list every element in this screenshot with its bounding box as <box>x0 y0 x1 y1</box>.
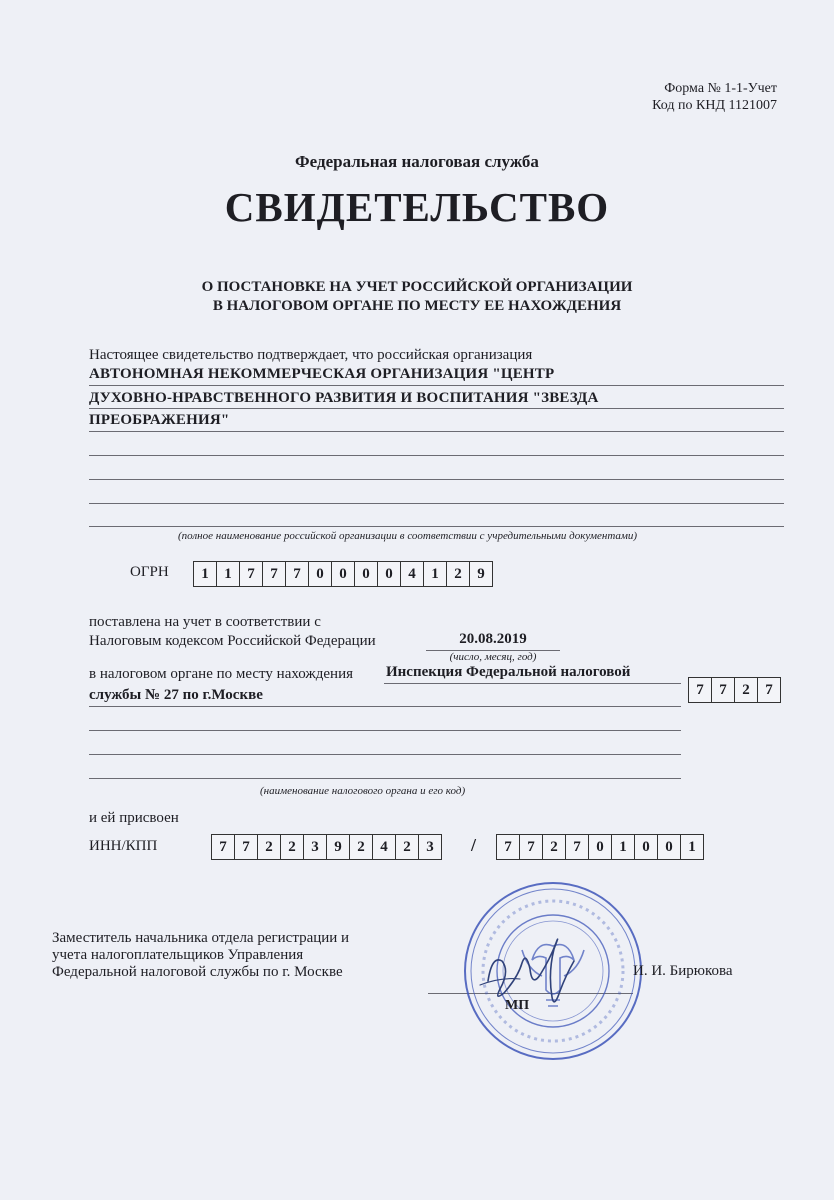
ogrn-label: ОГРН <box>130 564 169 580</box>
ogrn-digit: 0 <box>377 562 400 586</box>
registration-line-1: поставлена на учет в соответствии с <box>89 614 321 630</box>
inn-digit: 2 <box>280 835 303 859</box>
ogrn-digit: 7 <box>239 562 262 586</box>
form-header <box>652 80 777 114</box>
ogrn-digit: 7 <box>262 562 285 586</box>
signatory-title <box>52 930 349 981</box>
org-underline-5 <box>89 479 784 480</box>
signatory-title-line-3: Федеральной налоговой службы по г. Москве <box>52 964 343 980</box>
inn-digit: 9 <box>326 835 349 859</box>
tax-code-digit: 2 <box>734 678 757 702</box>
tax-code-digit: 7 <box>711 678 734 702</box>
inn-digit: 4 <box>372 835 395 859</box>
tax-authority-name-2: службы № 27 по г.Москве <box>89 687 263 703</box>
ogrn-digit: 4 <box>400 562 423 586</box>
tax-code-digit: 7 <box>757 678 780 702</box>
org-name-line-2: ДУХОВНО-НРАВСТВЕННОГО РАЗВИТИЯ И ВОСПИТАНИЯ "ЗВЕЗДА <box>89 390 599 406</box>
org-underline-2 <box>89 408 784 409</box>
document-title: СВИДЕТЕЛЬСТВО <box>224 184 610 230</box>
ogrn-digit: 0 <box>354 562 377 586</box>
ogrn-digit: 1 <box>201 566 209 582</box>
tax-authority-underline-2 <box>89 706 681 707</box>
org-name-caption: (полное наименование российской организации в соответствии с учредительными документами) <box>178 530 638 542</box>
ogrn-digit: 2 <box>446 562 469 586</box>
knd-code: Код по КНД 1121007 <box>652 98 777 113</box>
inn-digit: 2 <box>257 835 280 859</box>
registration-date: 20.08.2019 <box>459 631 527 647</box>
tax-authority-prefix: в налоговом органе по месту нахождения <box>89 666 354 682</box>
org-underline-4 <box>89 455 784 456</box>
ogrn-digit: 9 <box>469 562 492 586</box>
org-name-line-3: ПРЕОБРАЖЕНИЯ" <box>89 412 230 428</box>
tax-code-digit: 7 <box>696 682 704 698</box>
ogrn-digit: 1 <box>216 562 239 586</box>
org-underline-3 <box>89 431 784 432</box>
handwritten-signature <box>470 915 590 1015</box>
org-underline-1 <box>89 385 784 386</box>
org-underline-7 <box>89 526 784 527</box>
inn-digit: 3 <box>418 835 441 859</box>
kpp-digit: 0 <box>657 835 680 859</box>
subtitle-line-2: В НАЛОГОВОМ ОРГАНЕ ПО МЕСТУ ЕЕ НАХОЖДЕНИЯ <box>212 298 622 314</box>
inn-boxes <box>211 834 442 860</box>
kpp-digit: 1 <box>680 835 703 859</box>
inn-kpp-separator: / <box>471 835 477 855</box>
signatory-title-line-1: Заместитель начальника отдела регистрации и <box>52 930 350 946</box>
inn-kpp-label: ИНН/КПП <box>89 838 158 854</box>
kpp-digit: 1 <box>611 835 634 859</box>
tax-authority-underline-5 <box>89 778 681 779</box>
tax-authority-name-1: Инспекция Федеральной налоговой <box>386 664 631 680</box>
kpp-digit: 7 <box>565 835 588 859</box>
document-subtitle <box>0 278 834 316</box>
inn-digit: 7 <box>219 839 227 855</box>
inn-digit: 7 <box>234 835 257 859</box>
ogrn-digit: 0 <box>308 562 331 586</box>
org-name-line-1: АВТОНОМНАЯ НЕКОММЕРЧЕСКАЯ ОРГАНИЗАЦИЯ "ЦЕНТР <box>89 366 555 382</box>
tax-authority-underline-1 <box>384 683 681 684</box>
ogrn-digit: 7 <box>285 562 308 586</box>
signatory-name: И. И. Бирюкова <box>633 963 733 979</box>
form-number: Форма № 1-1-Учет <box>664 81 777 96</box>
intro-text: Настоящее свидетельство подтверждает, что российская организация <box>89 347 533 363</box>
kpp-digit: 0 <box>588 835 611 859</box>
ogrn-digit: 0 <box>331 562 354 586</box>
signatory-title-line-2: учета налогоплательщиков Управления <box>52 947 304 963</box>
subtitle-line-1: О ПОСТАНОВКЕ НА УЧЕТ РОССИЙСКОЙ ОРГАНИЗАЦИИ <box>201 279 633 295</box>
assigned-label: и ей присвоен <box>89 810 179 826</box>
tax-authority-code-boxes <box>688 677 781 703</box>
tax-authority-caption: (наименование налогового органа и его код) <box>260 785 466 797</box>
org-underline-6 <box>89 503 784 504</box>
ogrn-boxes <box>193 561 493 587</box>
agency-name: Федеральная налоговая служба <box>295 152 539 171</box>
inn-digit: 3 <box>303 835 326 859</box>
ogrn-digit: 1 <box>423 562 446 586</box>
kpp-boxes <box>496 834 704 860</box>
inn-digit: 2 <box>349 835 372 859</box>
kpp-digit: 2 <box>542 835 565 859</box>
kpp-digit: 0 <box>634 835 657 859</box>
stamp-place-mp: МП <box>505 998 530 1013</box>
tax-authority-underline-4 <box>89 754 681 755</box>
registration-line-2: Налоговым кодексом Российской Федерации <box>89 633 376 649</box>
kpp-digit: 7 <box>519 835 542 859</box>
kpp-digit: 7 <box>504 839 512 855</box>
date-caption: (число, месяц, год) <box>449 651 537 663</box>
tax-authority-underline-3 <box>89 730 681 731</box>
inn-digit: 2 <box>395 835 418 859</box>
